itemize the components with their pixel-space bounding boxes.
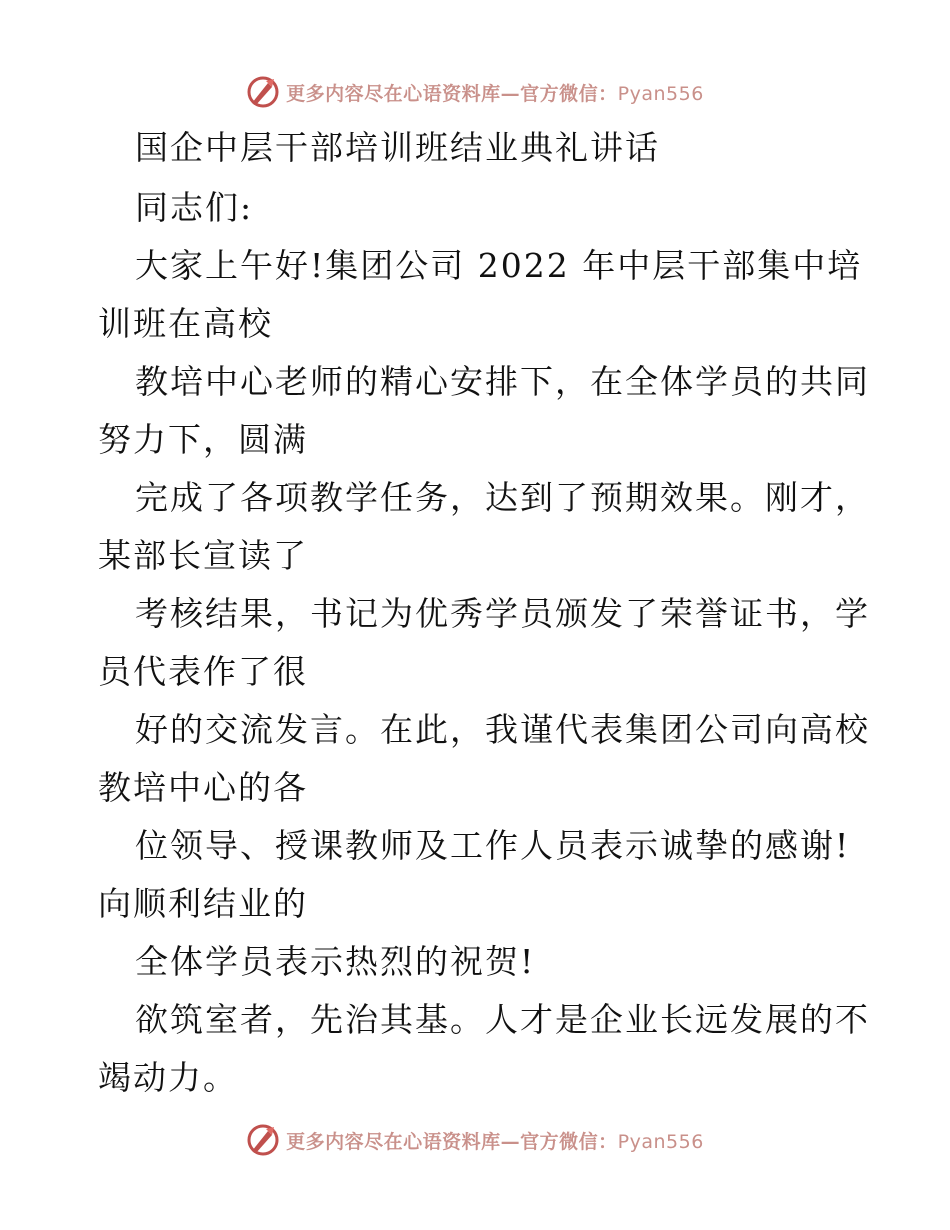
text-line: 竭动力。: [98, 1058, 238, 1097]
text-line: 努力下，圆满: [98, 420, 308, 459]
quill-logo-icon: [246, 1123, 280, 1157]
text-line: 教培中心老师的精心安排下，在全体学员的共同: [135, 362, 870, 401]
text-line: 考核结果，书记为优秀学员颁发了荣誉证书，学: [135, 594, 870, 633]
document-title: 国企中层干部培训班结业典礼讲话: [135, 128, 660, 167]
text-line: 员代表作了很: [98, 652, 308, 691]
quill-logo-icon: [246, 75, 280, 109]
text-line: 向顺利结业的: [98, 884, 308, 923]
header-watermark: [0, 72, 950, 112]
text-line: 好的交流发言。在此，我谨代表集团公司向高校: [135, 710, 870, 749]
text-line: 某部长宣读了: [98, 536, 308, 575]
text-line: 全体学员表示热烈的祝贺!: [135, 942, 536, 981]
footer-watermark: [0, 1120, 950, 1160]
text-line: 欲筑室者，先治其基。人才是企业长远发展的不: [135, 1000, 870, 1039]
salutation: 同志们:: [135, 188, 254, 227]
watermark-text: 更多内容尽在心语资料库—官方微信：Pyan556: [286, 82, 704, 105]
text-line: 位领导、授课教师及工作人员表示诚挚的感谢!: [135, 826, 851, 865]
text-line: 训班在高校: [98, 304, 273, 343]
text-line: 大家上午好!集团公司 2022 年中层干部集中培: [135, 246, 863, 285]
text-line: 完成了各项教学任务，达到了预期效果。刚才，: [135, 478, 870, 517]
watermark-text: 更多内容尽在心语资料库—官方微信：Pyan556: [286, 1130, 704, 1153]
text-line: 教培中心的各: [98, 768, 308, 807]
